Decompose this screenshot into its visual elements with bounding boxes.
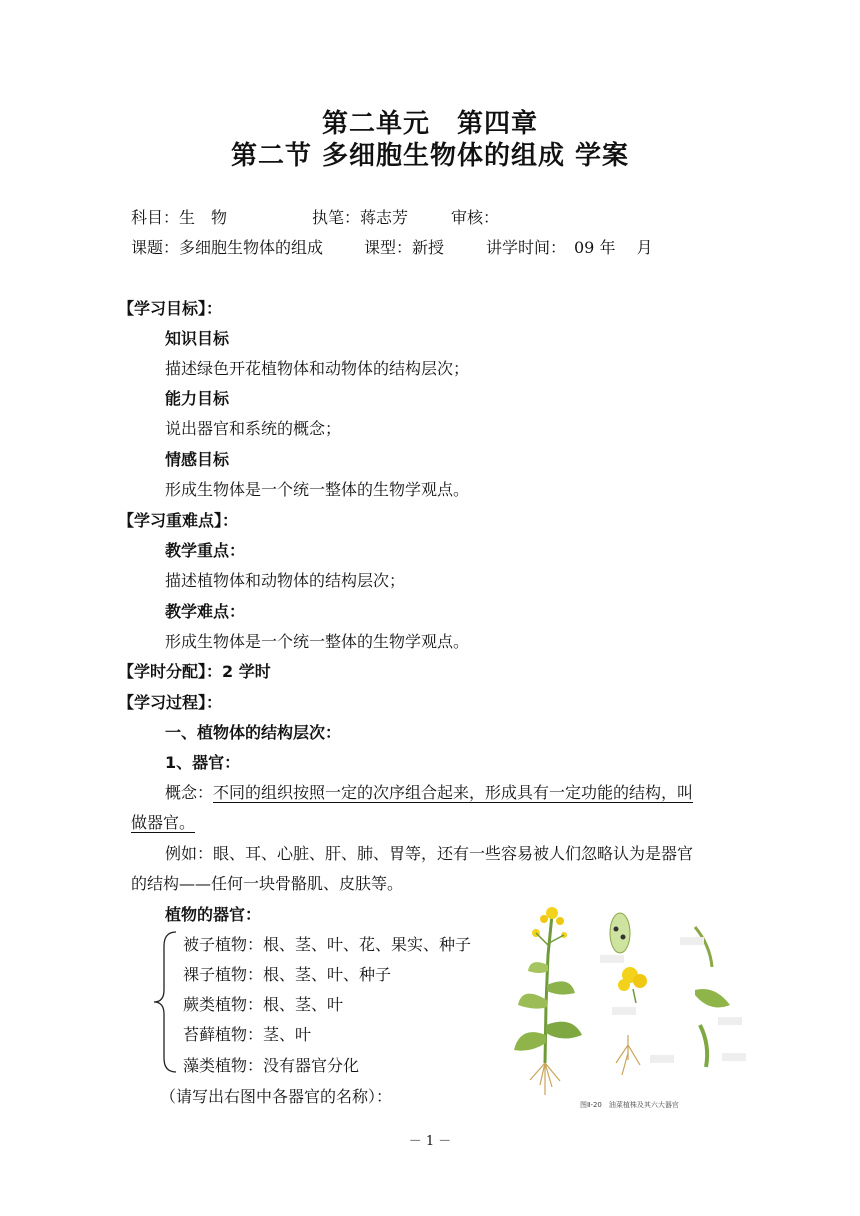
concept-prefix: 概念： (165, 783, 214, 802)
focus-heading: 教学重点： (165, 541, 246, 560)
example-line-1: 例如：眼、耳、心脏、肝、肺、胃等，还有一些容易被人们忽略认为是器官 (165, 844, 694, 863)
concept-line-2: 做器官。 (131, 813, 196, 832)
plant-algae: 藻类植物：没有器官分化 (183, 1056, 360, 1075)
meta-subject: 科目：生 物 (131, 208, 228, 227)
emotion-text: 形成生物体是一个统一整体的生物学观点。 (165, 480, 470, 499)
title-line-2: 第二节 多细胞生物体的组成 学案 (230, 141, 630, 171)
knowledge-heading: 知识目标 (165, 329, 230, 348)
concept-definition: 不同的组织按照一定的次序组合起来，形成具有一定功能的结构，叫 (213, 783, 694, 802)
emotion-heading: 情感目标 (165, 450, 230, 469)
plant-angiosperm: 被子植物：根、茎、叶、花、果实、种子 (183, 935, 472, 954)
hours-line: 【学时分配】：2 学时 (118, 662, 271, 681)
focus-text: 描述植物体和动物体的结构层次； (165, 571, 406, 590)
concept-line-1 (165, 780, 693, 803)
meta-reviewer: 审核： (451, 208, 500, 227)
plant-illustration (514, 907, 582, 1095)
difficulty-heading: 教学难点： (165, 602, 246, 621)
keypoints-heading: 【学习重难点】： (118, 511, 239, 530)
objectives-heading: 【学习目标】： (118, 299, 223, 318)
figure-caption: 图Ⅱ-20 油菜植株及其六大器官 (580, 1101, 679, 1109)
rapeseed-plant-figure (500, 885, 755, 1115)
ability-text: 说出器官和系统的概念； (165, 419, 342, 438)
process-heading: 【学习过程】： (118, 693, 223, 712)
example-line-2: 的结构——任何一块骨骼肌、皮肤等。 (131, 874, 404, 893)
plant-organs-heading: 植物的器官： (165, 905, 262, 924)
meta-time: 讲学时间： 09 年 月 (486, 238, 653, 257)
section-plant-structure: 一、植物体的结构层次： (165, 723, 342, 742)
page-number: － 1 － (408, 1134, 452, 1149)
plant-fern: 蕨类植物：根、茎、叶 (183, 995, 344, 1014)
item-organ: 1、器官： (165, 753, 241, 772)
plant-gymnosperm: 裸子植物：根、茎、叶、种子 (183, 965, 392, 984)
title-line-1: 第二单元 第四章 (321, 109, 538, 139)
difficulty-text: 形成生物体是一个统一整体的生物学观点。 (165, 632, 470, 651)
figure-instruction: （请写出右图中各器官的名称）： (160, 1087, 393, 1106)
meta-topic: 课题：多细胞生物体的组成 (131, 238, 324, 257)
organ-illustrations (610, 913, 730, 1075)
ability-heading: 能力目标 (165, 389, 230, 408)
meta-author: 执笔：蒋志芳 (312, 208, 409, 227)
left-brace (150, 928, 180, 1076)
plant-moss: 苔藓植物：茎、叶 (183, 1025, 312, 1044)
knowledge-text: 描述绿色开花植物体和动物体的结构层次； (165, 359, 470, 378)
meta-type: 课型：新授 (364, 238, 445, 257)
